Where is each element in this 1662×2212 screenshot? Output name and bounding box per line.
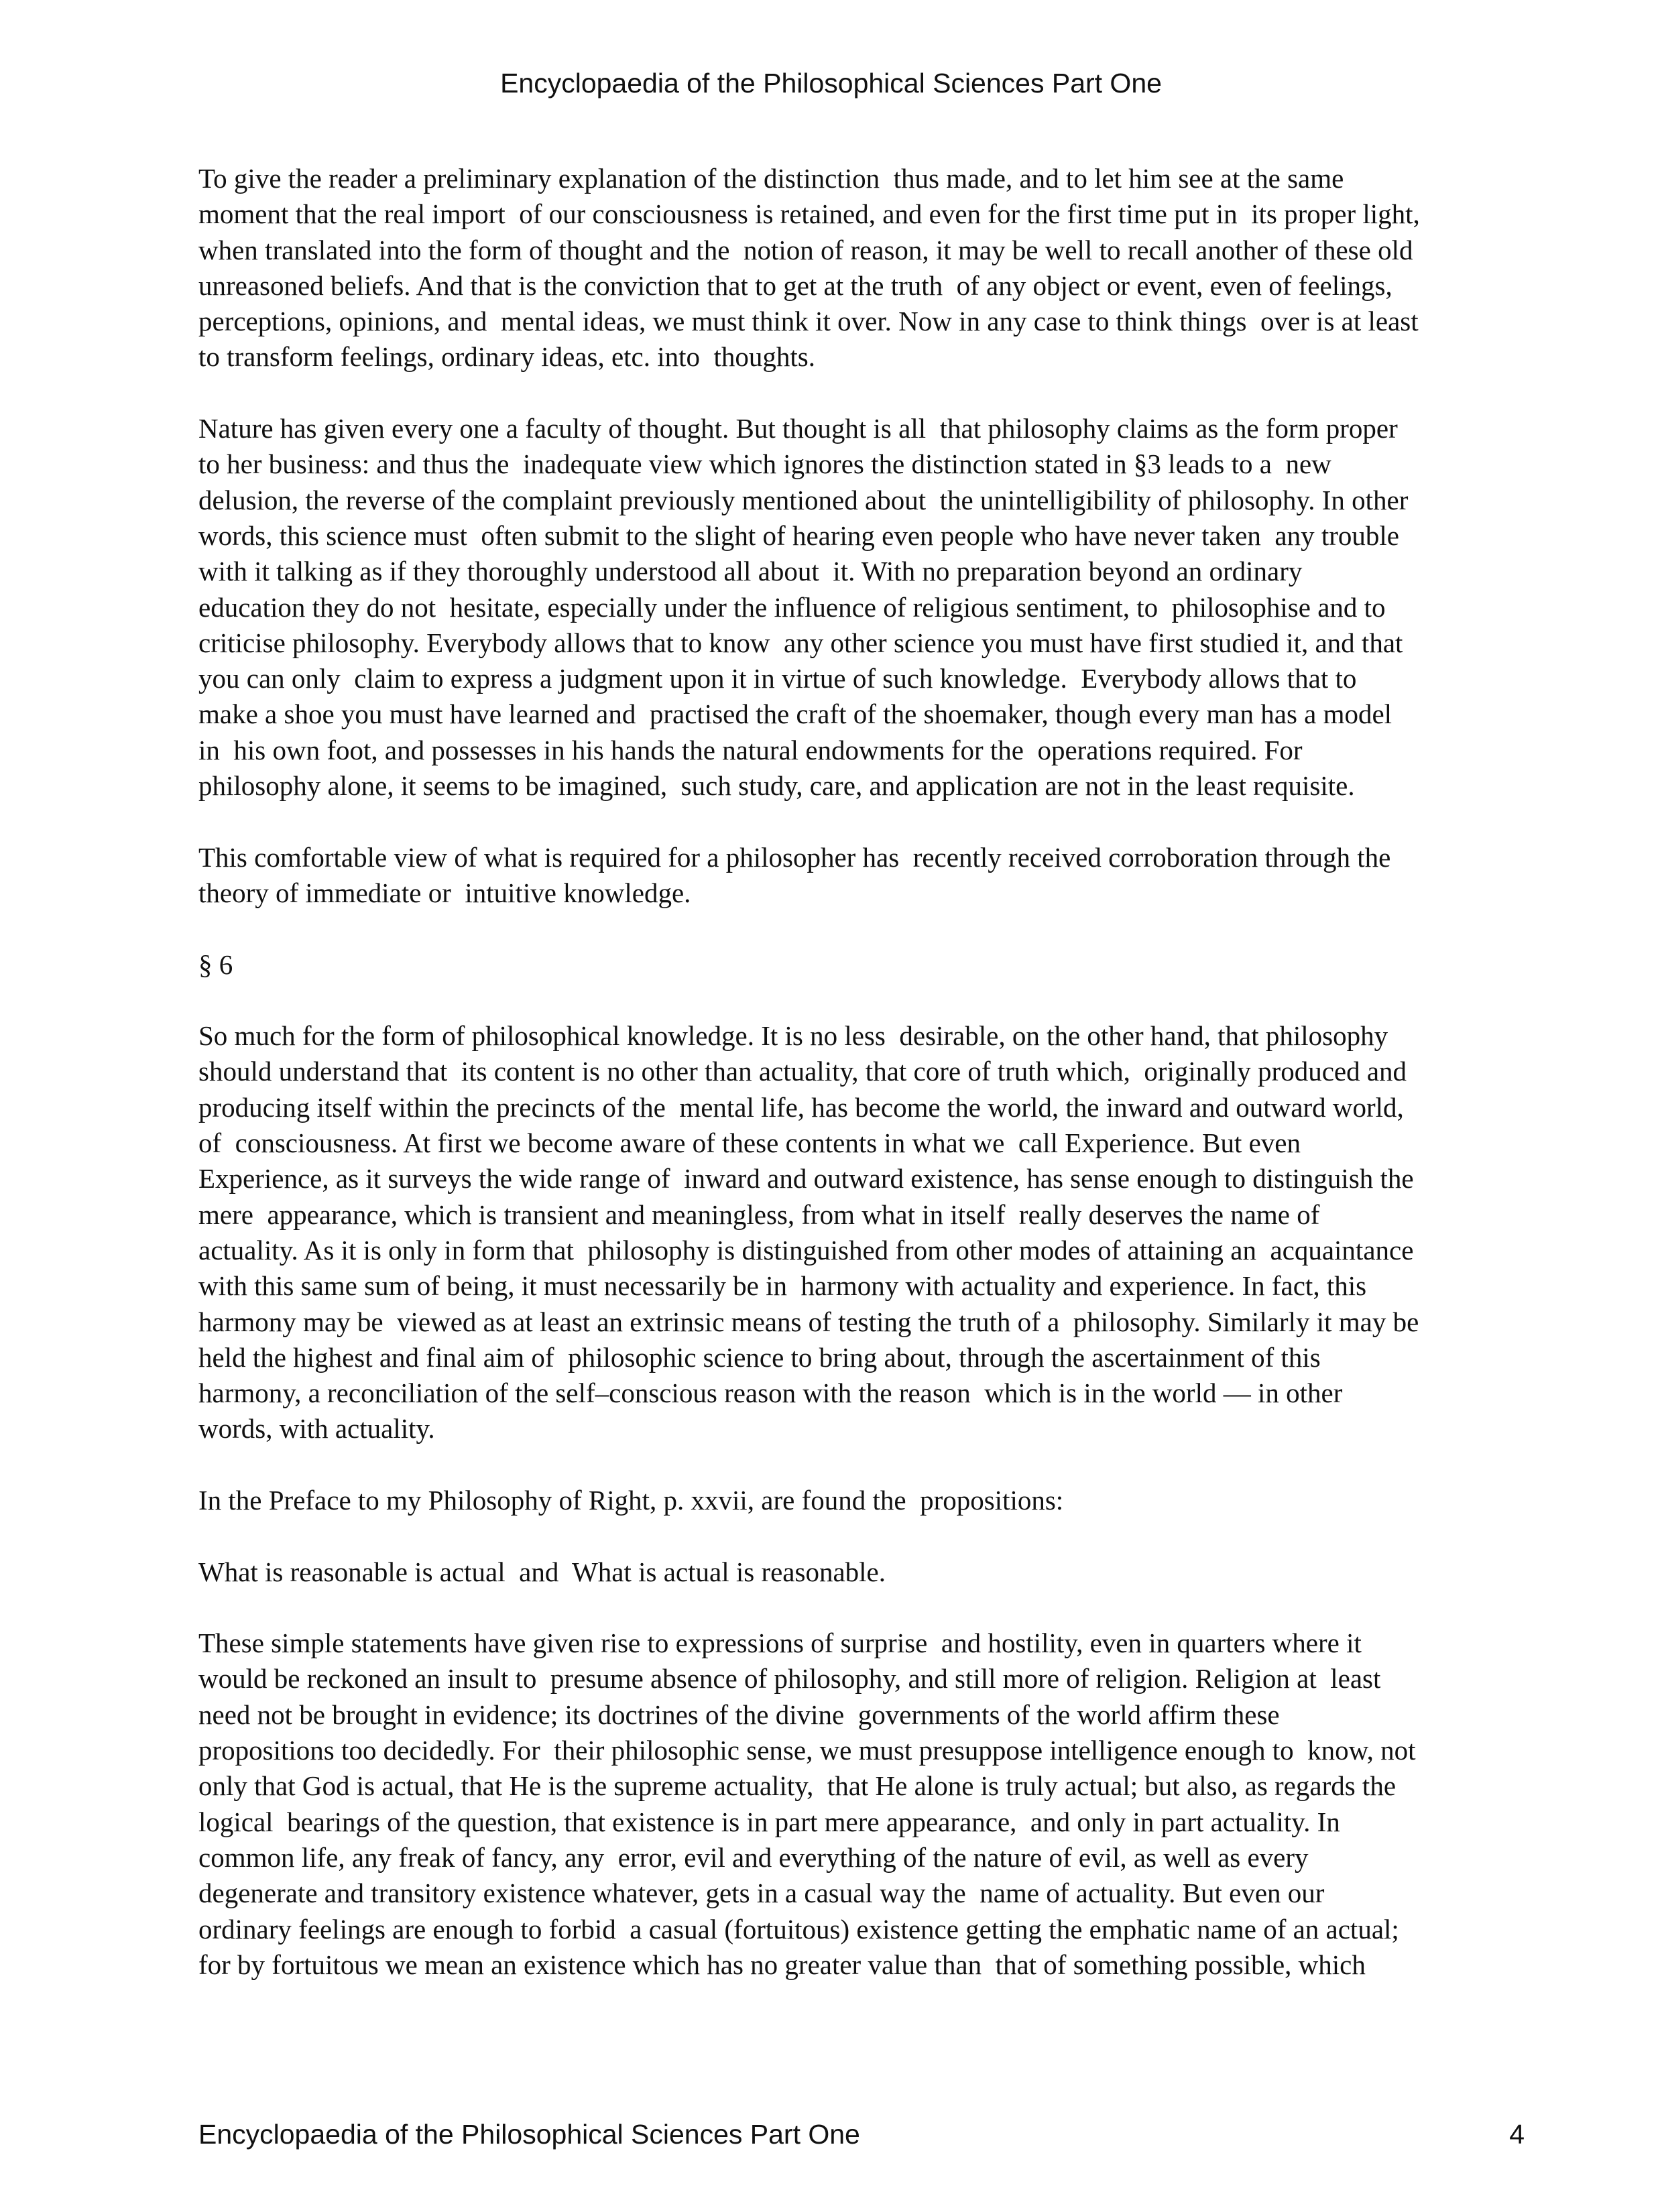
text-line: in his own foot, and possesses in his hands the natural endowments for the operations required. For <box>198 734 1303 765</box>
paragraph-simple-statements <box>198 1625 1553 1983</box>
text-line: This comfortable view of what is required for a philosopher has recently received corroboration through the <box>198 841 1391 873</box>
text-line: education they do not hesitate, especially under the influence of religious sentiment, to philosophise and to <box>198 591 1386 623</box>
text-line: What is reasonable is actual and What is actual is reasonable. <box>198 1556 886 1587</box>
paragraph-comfortable-view <box>198 840 1553 912</box>
text-line: make a shoe you must have learned and practised the craft of the shoemaker, though every man has a model <box>198 698 1392 730</box>
text-line: words, this science must often submit to the slight of hearing even people who have never taken any trouble <box>198 519 1400 551</box>
text-line: when translated into the form of thought and the notion of reason, it may be well to recall another of these old <box>198 234 1413 265</box>
text-line: harmony, a reconciliation of the self–conscious reason with the reason which is in the world –– in other <box>198 1377 1343 1409</box>
paragraph-preface-reference <box>198 1483 1553 1518</box>
text-line: In the Preface to my Philosophy of Right, p. xxvii, are found the propositions: <box>198 1484 1064 1516</box>
page-body <box>198 161 1553 2018</box>
text-line: Experience, as it surveys the wide range of inward and outward existence, has sense enough to distinguish the <box>198 1163 1414 1194</box>
text-line: with it talking as if they thoroughly understood all about it. With no preparation beyond an ordinary <box>198 556 1303 587</box>
text-line: need not be brought in evidence; its doctrines of the divine governments of the world affirm these <box>198 1699 1280 1730</box>
text-line: to her business: and thus the inadequate view which ignores the distinction stated in §3 leads to a new <box>198 448 1331 480</box>
text-line: propositions too decidedly. For their philosophic sense, we must presuppose intelligence enough to know, not <box>198 1735 1416 1766</box>
text-line: would be reckoned an insult to presume absence of philosophy, and still more of religion. Religion at least <box>198 1663 1381 1695</box>
text-line: held the highest and final aim of philosophic science to bring about, through the ascertainment of this <box>198 1341 1321 1373</box>
text-line: theory of immediate or intuitive knowledge. <box>198 877 691 908</box>
text-line: for by fortuitous we mean an existence which has no greater value than that of something possible, which <box>198 1949 1366 1980</box>
text-line: you can only claim to express a judgment upon it in virtue of such knowledge. Everybody allows that to <box>198 663 1357 694</box>
text-line: logical bearings of the question, that existence is in part mere appearance, and only in part actuality. In <box>198 1806 1340 1837</box>
text-line: degenerate and transitory existence whatever, gets in a casual way the name of actuality. But even our <box>198 1878 1325 1909</box>
text-line: philosophy alone, it seems to be imagined, such study, care, and application are not in the least requisite. <box>198 770 1355 802</box>
text-line: ordinary feelings are enough to forbid a casual (fortuitous) existence getting the emphatic name of an actual; <box>198 1913 1399 1945</box>
text-line: These simple statements have given rise to expressions of surprise and hostility, even in quarters where it <box>198 1627 1362 1659</box>
paragraph-distinction <box>198 161 1553 375</box>
text-line: producing itself within the precincts of the mental life, has become the world, the inward and outward world, <box>198 1091 1404 1123</box>
running-header: Encyclopaedia of the Philosophical Sciences Part One <box>500 68 1162 99</box>
paragraph-form-of-knowledge <box>198 1018 1553 1447</box>
text-line: mere appearance, which is transient and meaningless, from what in itself really deserves the name of <box>198 1199 1320 1230</box>
text-line: To give the reader a preliminary explanation of the distinction thus made, and to let him see at the same <box>198 163 1344 194</box>
text-line: of consciousness. At first we become aware of these contents in what we call Experience. But even <box>198 1127 1301 1159</box>
paragraph-propositions <box>198 1554 1553 1590</box>
text-line: criticise philosophy. Everybody allows that to know any other science you must have first studied it, and that <box>198 627 1403 658</box>
text-line: harmony may be viewed as at least an extrinsic means of testing the truth of a philosophy. Similarly it may be <box>198 1306 1419 1337</box>
text-line: perceptions, opinions, and mental ideas, we must think it over. Now in any case to think things over is at least <box>198 306 1419 337</box>
section-heading: § 6 <box>198 948 233 980</box>
text-line: common life, any freak of fancy, any error, evil and everything of the nature of evil, as well as every <box>198 1841 1309 1873</box>
text-line: with this same sum of being, it must necessarily be in harmony with actuality and experience. In fact, this <box>198 1270 1367 1302</box>
text-line: Nature has given every one a faculty of thought. But thought is all that philosophy claims as the form proper <box>198 413 1398 444</box>
text-line: to transform feelings, ordinary ideas, etc. into thoughts. <box>198 341 816 373</box>
footer-title: Encyclopaedia of the Philosophical Sciences Part One <box>198 2119 860 2150</box>
text-line: only that God is actual, that He is the supreme actuality, that He alone is truly actual; but also, as regards the <box>198 1770 1397 1802</box>
running-footer <box>198 2121 1525 2148</box>
paragraph-faculty-of-thought <box>198 411 1553 804</box>
text-line: So much for the form of philosophical knowledge. It is no less desirable, on the other hand, that philosophy <box>198 1020 1388 1052</box>
page-number: 4 <box>1509 2119 1525 2150</box>
text-line: moment that the real import of our consciousness is retained, and even for the first time put in its proper light, <box>198 198 1420 230</box>
text-line: actuality. As it is only in form that philosophy is distinguished from other modes of attaining an acquaintance <box>198 1234 1414 1266</box>
text-line: should understand that its content is no other than actuality, that core of truth which, originally produced and <box>198 1056 1407 1087</box>
text-line: delusion, the reverse of the complaint previously mentioned about the unintelligibility of philosophy. In other <box>198 484 1409 515</box>
text-line: words, with actuality. <box>198 1413 435 1445</box>
text-line: unreasoned beliefs. And that is the conviction that to get at the truth of any object or event, even of feelings, <box>198 269 1392 301</box>
